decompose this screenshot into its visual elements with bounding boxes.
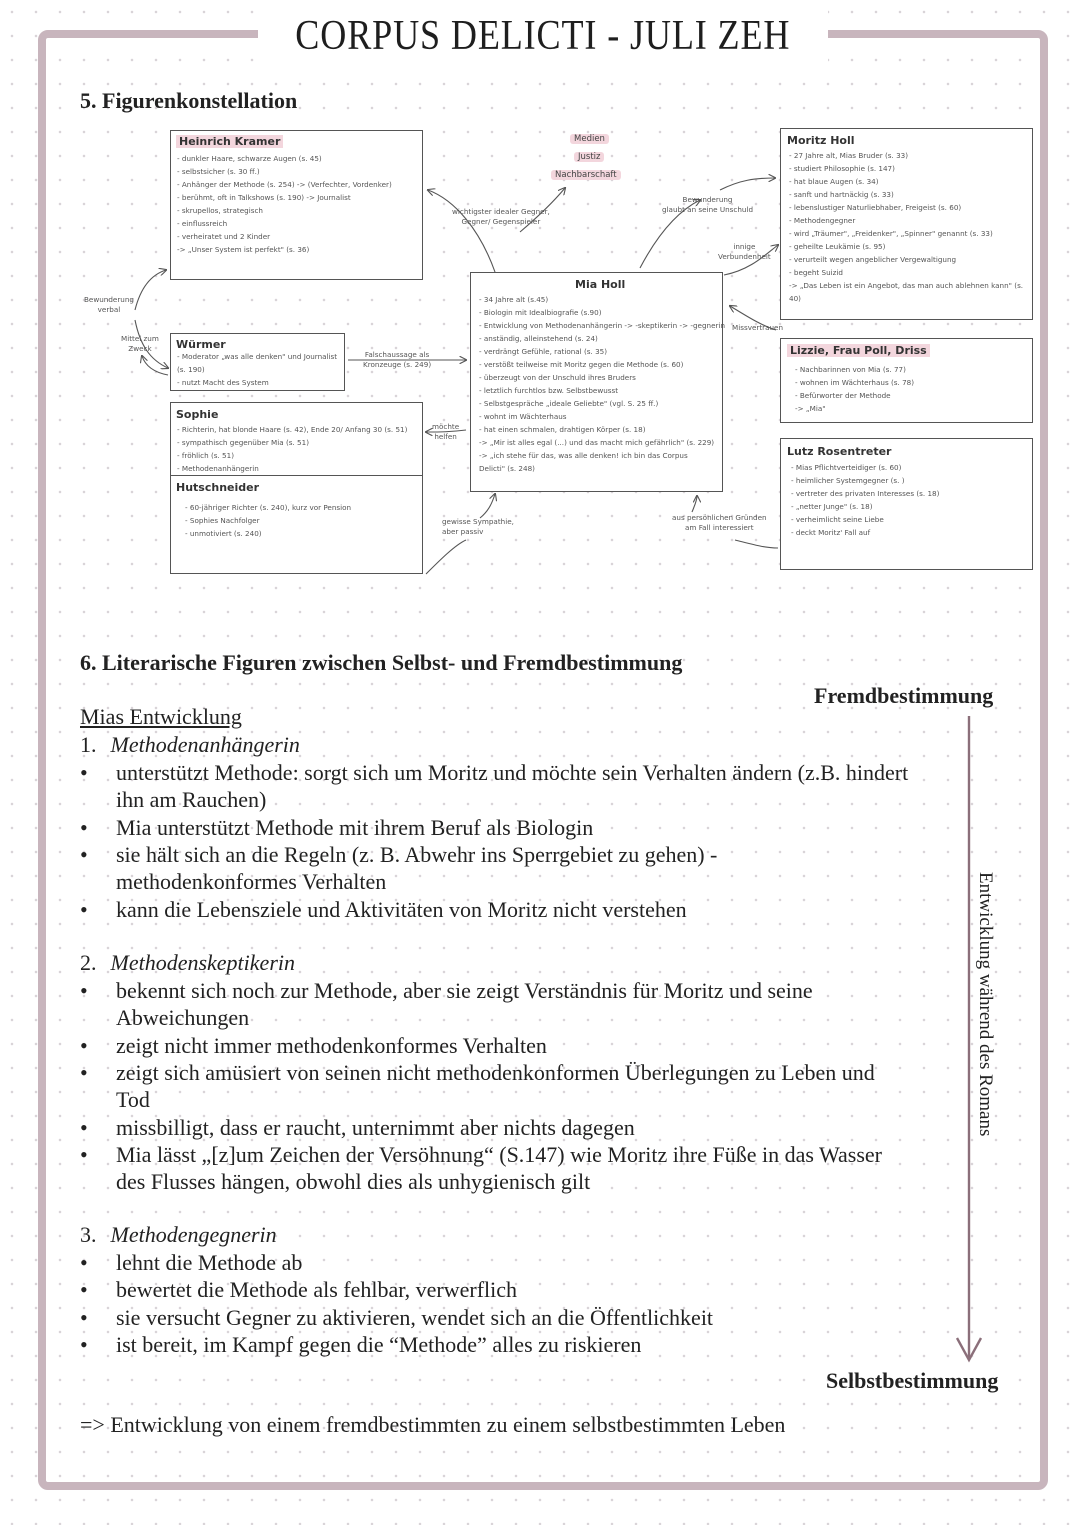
- arrow-bewunderung-right: [720, 178, 775, 190]
- list-item: - verheimlicht seine Liebe: [791, 515, 884, 524]
- phase-3-title: [80, 1222, 277, 1248]
- list-item: • zeigt nicht immer methodenkonformes Verhalten: [80, 1032, 910, 1060]
- phase-2-title: [80, 950, 295, 976]
- bullet-text: Mia unterstützt Methode mit ihrem Beruf als Biologin: [116, 815, 594, 840]
- list-item: 40): [789, 294, 801, 303]
- list-item: - 27 Jahre alt, Mias Bruder (s. 33): [789, 151, 909, 160]
- conclusion: => Entwicklung von einem fremdbestimmten zu einem selbstbestimmten Leben: [80, 1412, 786, 1437]
- tag-justiz: Justiz: [574, 152, 604, 162]
- vertical-label: Entwicklung während des Romans: [975, 872, 996, 1137]
- list-item: - sanft und hartnäckig (s. 33): [789, 190, 894, 199]
- list-item: • lehnt die Methode ab: [80, 1249, 910, 1277]
- list-item: - heimlicher Systemgegner (s. ): [791, 476, 905, 485]
- list-item: - verdrängt Gefühle, rational (s. 35): [479, 347, 608, 356]
- list-item: - wohnt im Wächterhaus: [479, 412, 567, 421]
- bullet-text: zeigt nicht immer methodenkonformes Verhalten: [116, 1033, 547, 1058]
- arrow-gegner-up: [520, 188, 565, 232]
- arrow-verbal: [135, 320, 168, 368]
- bullet-text: bekennt sich noch zur Methode, aber sie zeigt Verständnis für Moritz und seine Abweichungen: [116, 978, 813, 1031]
- list-item: -> „Unser System ist perfekt" (s. 36): [177, 245, 310, 254]
- list-item: - hat blaue Augen (s. 34): [789, 177, 879, 186]
- list-item: - studiert Philosophie (s. 147): [789, 164, 895, 173]
- label-bewunderung-right: Bewunderung glaubt an seine Unschuld: [662, 195, 754, 214]
- arrow-medien: [640, 200, 700, 268]
- section6-heading: 6. Literarische Figuren zwischen Selbst- und Fremdbestimmung: [80, 650, 683, 675]
- sophie-name: Sophie: [176, 408, 219, 421]
- line-lutz: [735, 540, 778, 548]
- phase-number: 2.: [80, 950, 97, 975]
- list-item: - wohnen im Wächterhaus (s. 78): [795, 378, 915, 387]
- lutz-name: Lutz Rosentreter: [787, 445, 892, 458]
- list-item: • sie hält sich an die Regeln (z. B. Abwehr ins Sperrgebiet zu gehen) - methodenkonformes Verhalten: [80, 841, 840, 896]
- arrow-verbundenheit: [724, 245, 778, 275]
- list-item: -> „Mia": [795, 404, 826, 413]
- phase-name: Methodenanhängerin: [110, 732, 300, 757]
- list-item: - Moderator „was alle denken" und Journalist: [177, 352, 338, 361]
- list-item: - dunkler Haare, schwarze Augen (s. 45): [177, 154, 322, 163]
- bullet-text: missbilligt, dass er raucht, unternimmt aber nichts dagegen: [116, 1115, 635, 1140]
- list-item: - Richterin, hat blonde Haare (s. 42), Ende 20/ Anfang 30 (s. 51): [177, 425, 408, 434]
- hutschneider-name: Hutschneider: [176, 481, 260, 494]
- list-item: -> „Mir ist alles egal (...) und das macht mich gefährlich" (s. 229): [479, 438, 715, 447]
- phase-1-title: [80, 732, 300, 758]
- list-item: - Mias Pflichtverteidiger (s. 60): [791, 463, 902, 472]
- list-item: - Entwicklung von Methodenanhängerin -> -skeptikerin -> -gegnerin: [479, 321, 726, 330]
- list-item: (s. 190): [177, 365, 205, 374]
- mias-entwicklung: Mias Entwicklung: [80, 704, 242, 729]
- list-item: - Sophies Nachfolger: [185, 516, 260, 525]
- label-selbstbestimmung: Selbstbestimmung: [826, 1368, 999, 1393]
- list-item: • Mia lässt „[z]um Zeichen der Versöhnung“ (S.147) wie Moritz ihre Füße in das Wasser des Flusses hängen, obwohl dies als unhygienisch gilt: [80, 1141, 910, 1196]
- label-sympathie: gewisse Sympathie, aber passiv: [442, 517, 514, 536]
- tag-nachbarschaft: Nachbarschaft: [551, 170, 621, 180]
- list-item: - letztlich furchtlos bzw. Selbstbewusst: [479, 386, 619, 395]
- label-falschaussage: Falschaussage als Kronzeuge (s. 249): [363, 350, 432, 369]
- page-title: CORPUS DELICTI - JULI ZEH: [295, 13, 791, 59]
- label-mochte-helfen: möchte helfen: [432, 422, 460, 441]
- list-item: - verheiratet und 2 Kinder: [177, 232, 271, 241]
- list-item: - sympathisch gegenüber Mia (s. 51): [177, 438, 310, 447]
- line-sympathie: [426, 540, 466, 574]
- list-item: -> „ich stehe für das, was alle denken! ich bin das Corpus: [479, 451, 688, 460]
- list-item: - anständig, alleinstehend (s. 24): [479, 334, 598, 343]
- label-verbundenheit: innige Verbundenheit: [718, 242, 771, 261]
- list-item: - Biologin mit Idealbiografie (s.90): [479, 308, 602, 317]
- moritz-name: Moritz Holl: [787, 134, 855, 147]
- list-item: - überzeugt von der Unschuld ihres Bruders: [479, 373, 636, 382]
- lizzie-name: Lizzie, Frau Poll, Driss: [787, 344, 930, 357]
- mia-name: Mia Holl: [575, 278, 626, 291]
- wurmer-name: Würmer: [176, 338, 226, 351]
- bullet-text: ist bereit, im Kampf gegen die “Methode” alles zu riskieren: [116, 1332, 642, 1357]
- kramer-name: Heinrich Kramer: [176, 135, 283, 148]
- list-item: • kann die Lebensziele und Aktivitäten von Moritz nicht verstehen: [80, 896, 910, 924]
- list-item: - geheilte Leukämie (s. 95): [789, 242, 886, 251]
- list-item: - skrupellos, strategisch: [177, 206, 263, 215]
- phase-name: Methodengegnerin: [110, 1222, 277, 1247]
- bullet-text: sie hält sich an die Regeln (z. B. Abwehr ins Sperrgebiet zu gehen) - methodenkonformes Verhalten: [116, 842, 718, 895]
- list-item: - verstößt teilweise mit Moritz gegen die Methode (s. 60): [479, 360, 684, 369]
- list-item: • missbilligt, dass er raucht, unternimmt aber nichts dagegen: [80, 1114, 910, 1142]
- arrow-sympathie: [480, 494, 495, 518]
- list-item: • unterstützt Methode: sorgt sich um Moritz und möchte sein Verhalten ändern (z.B. hindert ihn am Rauchen): [80, 759, 910, 814]
- label-gegner: wichtigster idealer Gegner, Gegner/ Gegenspieler: [452, 207, 550, 226]
- list-item: - verurteilt wegen angeblicher Vergewaltigung: [789, 255, 957, 264]
- arrow-misstrauen: [730, 306, 776, 330]
- bullet-text: unterstützt Methode: sorgt sich um Moritz und möchte sein Verhalten ändern (z.B. hindert ihn am Rauchen): [116, 760, 909, 813]
- list-item: - unmotiviert (s. 240): [185, 529, 262, 538]
- arrow-persoenlich: [692, 496, 697, 512]
- list-item: - fröhlich (s. 51): [177, 451, 235, 460]
- list-item: - vertreter des privaten Interesses (s. 18): [791, 489, 940, 498]
- list-item: - Befürworter der Methode: [795, 391, 891, 400]
- list-item: - berühmt, oft in Talkshows (s. 190) -> Journalist: [177, 193, 351, 202]
- list-item: - Anhänger der Methode (s. 254) -> (Verfechter, Vordenker): [177, 180, 392, 189]
- list-item: -> „Das Leben ist ein Angebot, das man auch ablehnen kann" (s.: [789, 281, 1024, 290]
- bullet-text: bewertet die Methode als fehlbar, verwerflich: [116, 1277, 518, 1302]
- section5-heading: 5. Figurenkonstellation: [80, 88, 298, 113]
- bullet-text: zeigt sich amüsiert von seinen nicht methodenkonformen Überlegungen zu Leben und Tod: [116, 1060, 875, 1113]
- arrow-bewunderung: [135, 270, 166, 310]
- arrow-gegner: [428, 190, 495, 272]
- list-item: - „netter Junge" (s. 18): [791, 502, 873, 511]
- phase-number: 1.: [80, 732, 97, 757]
- list-item: • zeigt sich amüsiert von seinen nicht methodenkonformen Überlegungen zu Leben und Tod: [80, 1059, 910, 1114]
- list-item: - Methodenanhängerin: [177, 464, 259, 473]
- bullet-text: Mia lässt „[z]um Zeichen der Versöhnung“ (S.147) wie Moritz ihre Füße in das Wasser des Flusses hängen, obwohl dies als unhygienisch gilt: [116, 1142, 883, 1195]
- phase-number: 3.: [80, 1222, 97, 1247]
- list-item: • bewertet die Methode als fehlbar, verwerflich: [80, 1276, 910, 1304]
- list-item: - Selbstgespräche „ideale Geliebte" (vgl. S. 25 ff.): [479, 399, 659, 408]
- list-item: - hat einen schmalen, drahtigen Körper (s. 18): [479, 425, 646, 434]
- relationship-arrows: [0, 0, 1080, 600]
- label-persoenlich: aus persönlichen Gründen am Fall interessiert: [672, 513, 767, 532]
- label-fremdbestimmung: Fremdbestimmung: [814, 683, 994, 708]
- list-item: - begeht Suizid: [789, 268, 843, 277]
- list-item: - Nachbarinnen von Mia (s. 77): [795, 365, 906, 374]
- list-item: - Methodengegner: [789, 216, 856, 225]
- list-item: - 60-jähriger Richter (s. 240), kurz vor Pension: [185, 503, 352, 512]
- list-item: - nutzt Macht des System: [177, 378, 269, 387]
- label-mittel-zweck: Mittel zum Zweck: [121, 334, 159, 353]
- bullet-text: kann die Lebensziele und Aktivitäten von Moritz nicht verstehen: [116, 897, 687, 922]
- list-item: - selbstsicher (s. 30 ff.): [177, 167, 260, 176]
- bullet-text: lehnt die Methode ab: [116, 1250, 303, 1275]
- list-item: • ist bereit, im Kampf gegen die “Methode” alles zu riskieren: [80, 1331, 910, 1359]
- label-bewunderung-left: Bewunderung verbal: [84, 295, 134, 314]
- phase-name: Methodenskeptikerin: [110, 950, 295, 975]
- tag-medien: Medien: [570, 134, 609, 144]
- list-item: • Mia unterstützt Methode mit ihrem Beruf als Biologin: [80, 814, 910, 842]
- list-item: - einflussreich: [177, 219, 228, 228]
- arrow-mochte: [426, 430, 466, 432]
- list-item: Delicti" (s. 248): [479, 464, 535, 473]
- list-item: - deckt Moritz' Fall auf: [791, 528, 871, 537]
- list-item: - wird „Träumer", „Freidenker", „Spinner" genannt (s. 33): [789, 229, 993, 238]
- list-item: • sie versucht Gegner zu aktivieren, wendet sich an die Öffentlichkeit: [80, 1304, 910, 1332]
- list-item: • bekennt sich noch zur Methode, aber sie zeigt Verständnis für Moritz und seine Abweichungen: [80, 977, 910, 1032]
- list-item: - 34 Jahre alt (s.45): [479, 295, 549, 304]
- label-misstrauen: Missvertrauen: [732, 323, 784, 332]
- bullet-text: sie versucht Gegner zu aktivieren, wendet sich an die Öffentlichkeit: [116, 1305, 714, 1330]
- list-item: - lebenslustiger Naturliebhaber, Freigeist (s. 60): [789, 203, 962, 212]
